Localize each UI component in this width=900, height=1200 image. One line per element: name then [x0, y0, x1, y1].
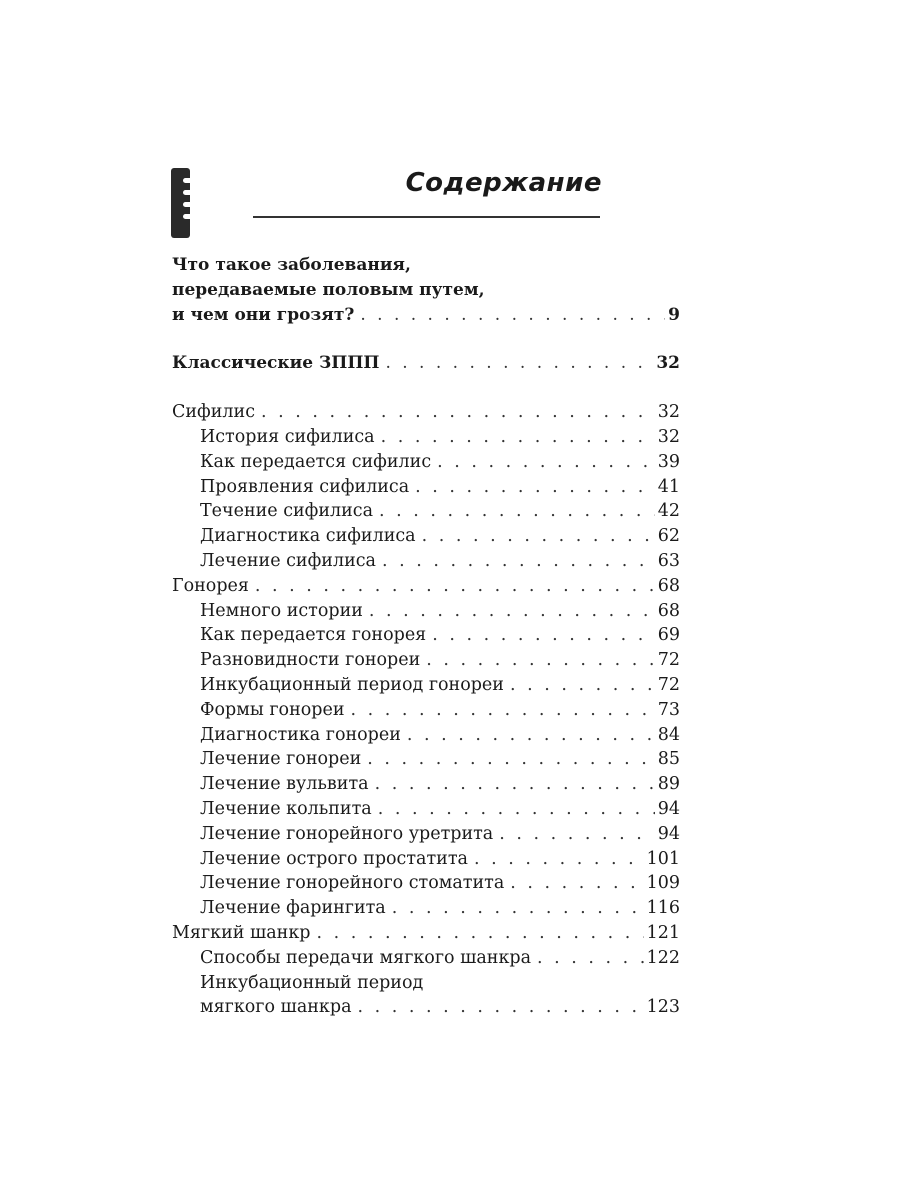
toc-entry-title: Классические ЗППП [172, 353, 380, 374]
toc-entry-page-number: 41 [657, 476, 680, 497]
toc-entry [172, 995, 680, 1020]
toc-entry-title: Инкубационный период [200, 972, 424, 993]
dot-leader [474, 847, 644, 872]
dot-leader [379, 499, 655, 524]
toc-entry-page-number: 84 [657, 724, 680, 745]
toc-entry-page-number: 121 [646, 922, 680, 943]
toc-entry-title: Лечение фарингита [200, 898, 386, 919]
dot-leader [407, 723, 655, 748]
dot-leader [261, 400, 655, 425]
dot-leader [316, 921, 643, 946]
dot-leader [392, 896, 644, 921]
toc-entry-page-number: 42 [657, 501, 680, 522]
page-title: Содержание [405, 168, 602, 198]
toc-entry-page-number: 122 [646, 947, 680, 968]
toc-entry-title: и чем они грозят? [172, 304, 355, 325]
toc-entry-title: Диагностика сифилиса [200, 526, 416, 547]
toc-entry-page-number: 73 [657, 699, 680, 720]
title-divider [253, 216, 600, 218]
dot-leader [375, 772, 655, 797]
toc-entry-page-number: 89 [657, 774, 680, 795]
toc-entry [172, 673, 680, 698]
dot-leader [358, 995, 644, 1020]
toc-entry-page-number: 94 [657, 823, 680, 844]
toc-entry-page-number: 109 [646, 873, 680, 894]
toc-entry [172, 425, 680, 450]
toc-entry [172, 623, 680, 648]
toc-entry-title: Гонорея [172, 575, 249, 596]
dot-leader [360, 303, 665, 328]
toc-entry-title: Что такое заболевания, [172, 255, 411, 275]
toc-entry-title: Течение сифилиса [200, 501, 374, 522]
toc-entry-page-number: 72 [657, 674, 680, 695]
toc-entry-title: Проявления сифилиса [200, 476, 410, 497]
dot-leader [510, 673, 655, 698]
toc-entry [172, 253, 680, 278]
toc-entry-page-number: 32 [657, 426, 680, 447]
dot-leader [378, 797, 655, 822]
toc-entry-page-number: 32 [657, 402, 680, 423]
toc-entry-page-number: 85 [657, 749, 680, 770]
toc-entry-title: Как передается гонорея [200, 625, 427, 646]
dot-leader [367, 747, 654, 772]
toc-entry [172, 400, 680, 425]
toc-entry-title: Способы передачи мягкого шанкра [200, 947, 532, 968]
toc-entry-page-number: 68 [657, 600, 680, 621]
toc-entry [172, 946, 680, 971]
toc-entry-page-number: 63 [657, 550, 680, 571]
toc-entry [172, 871, 680, 896]
toc-entry-title: Сифилис [172, 402, 255, 423]
toc-entry [172, 747, 680, 772]
toc-entry [172, 822, 680, 847]
toc-entry [172, 847, 680, 872]
dot-leader [422, 524, 655, 549]
toc-entry-title: Диагностика гонореи [200, 724, 401, 745]
toc-entry [172, 599, 680, 624]
toc-entry-page-number: 68 [657, 575, 680, 596]
toc-entry [172, 549, 680, 574]
toc-entry-title: Лечение гонорейного уретрита [200, 823, 494, 844]
toc-entry-title: Как передается сифилис [200, 451, 432, 472]
toc-entry-title: История сифилиса [200, 426, 375, 447]
toc-entry-page-number: 39 [657, 451, 680, 472]
toc-entry-page-number: 69 [657, 625, 680, 646]
decorative-ornament-icon [171, 168, 190, 238]
dot-leader [510, 871, 643, 896]
toc-entry [172, 475, 680, 500]
toc-entry [172, 971, 680, 996]
table-of-contents [172, 253, 680, 1020]
dot-leader [432, 623, 655, 648]
dot-leader [381, 425, 655, 450]
toc-entry-page-number: 101 [646, 848, 680, 869]
toc-entry [172, 698, 680, 723]
toc-entry-page-number: 116 [646, 898, 680, 919]
toc-entry-title: Формы гонореи [200, 699, 345, 720]
dot-leader [437, 450, 655, 475]
toc-entry [172, 524, 680, 549]
dot-leader [385, 351, 653, 376]
dot-leader [426, 648, 654, 673]
toc-entry [172, 351, 680, 376]
dot-leader [351, 698, 655, 723]
dot-leader [255, 574, 655, 599]
toc-entry-title: Лечение сифилиса [200, 550, 376, 571]
toc-entry-page-number: 9 [668, 304, 680, 325]
toc-entry-page-number: 94 [657, 798, 680, 819]
toc-entry-title: Лечение гонореи [200, 749, 362, 770]
dot-leader [499, 822, 654, 847]
toc-entry-title: Немного истории [200, 600, 363, 621]
toc-entry [172, 450, 680, 475]
toc-entry [172, 723, 680, 748]
toc-entry [172, 797, 680, 822]
toc-entry-title: передаваемые половым путем, [172, 279, 485, 300]
toc-entry [172, 499, 680, 524]
toc-entry-page-number: 72 [657, 650, 680, 671]
toc-entry-title: Лечение вульвита [200, 774, 369, 795]
toc-entry-page-number: 62 [657, 526, 680, 547]
toc-entry-title: Мягкий шанкр [172, 922, 311, 943]
toc-entry [172, 921, 680, 946]
toc-entry [172, 648, 680, 673]
dot-leader [382, 549, 655, 574]
dot-leader [415, 475, 655, 500]
dot-leader [369, 599, 655, 624]
toc-entry [172, 278, 680, 303]
toc-entry-title: Инкубационный период гонореи [200, 674, 504, 695]
toc-entry-page-number: 123 [646, 997, 680, 1018]
toc-entry [172, 772, 680, 797]
toc-entry-title: Лечение острого простатита [200, 848, 468, 869]
toc-entry-page-number: 32 [656, 353, 680, 374]
toc-entry-title: Лечение кольпита [200, 798, 372, 819]
toc-entry-title: мягкого шанкра [200, 997, 352, 1018]
toc-entry [172, 896, 680, 921]
toc-entry-title: Лечение гонорейного стоматита [200, 873, 505, 894]
toc-entry [172, 574, 680, 599]
toc-entry-title: Разновидности гонореи [200, 650, 421, 671]
toc-entry [172, 303, 680, 328]
dot-leader [537, 946, 644, 971]
